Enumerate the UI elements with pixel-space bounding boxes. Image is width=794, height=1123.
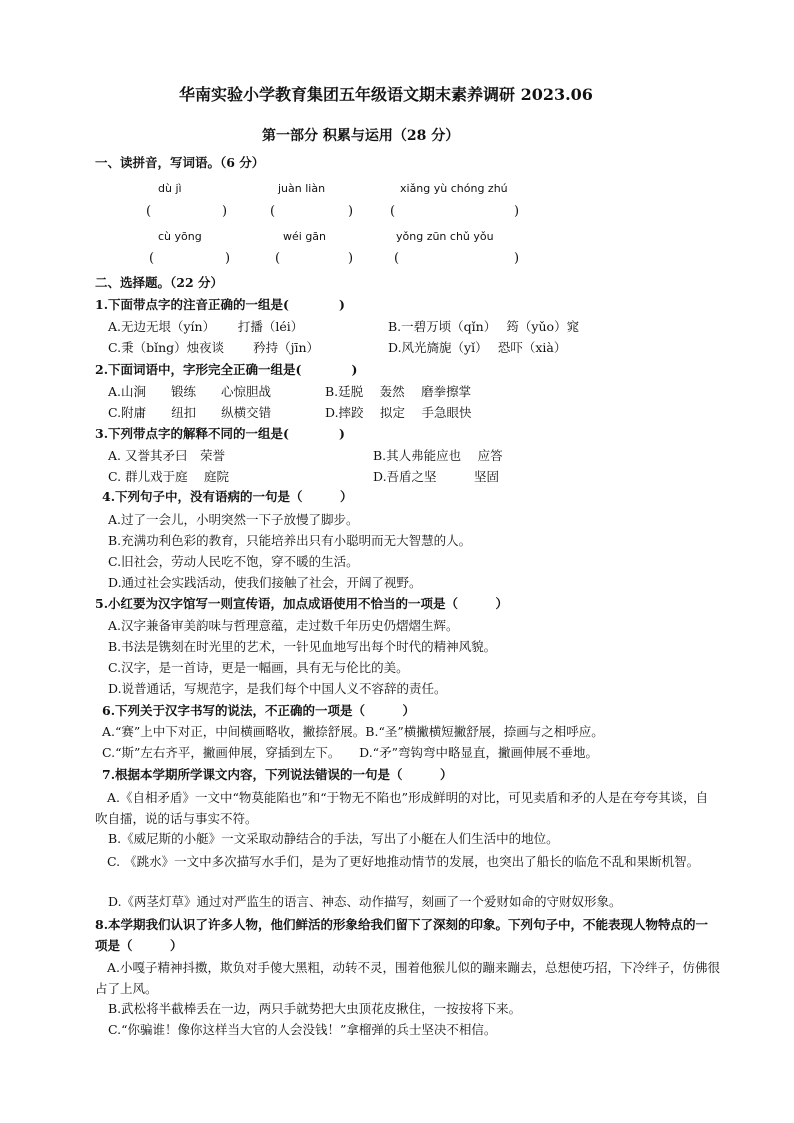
q7-option-d: D.《两茎灯草》通过对严监生的语言、神态、动作描写，刻画了一个爱财如命的守财奴形象。: [108, 894, 622, 909]
q8-option-b: B.武松将半截棒丢在一边，两只手就势把大虫顶花皮揪住，一按按将下来。: [108, 1001, 522, 1016]
q4-option-c: C.旧社会，劳动人民吃不饱，穿不暖的生活。: [108, 554, 359, 569]
q1-stem: 1.下面带点字的注音正确的一组是( ): [95, 297, 345, 312]
answer-box-2-open: (: [270, 204, 276, 219]
q5-option-b: B.书法是镌刻在时光里的艺术，一针见血地写出每个时代的精神风貌。: [108, 639, 497, 654]
pinyin-2: juàn liàn: [278, 182, 326, 195]
q7-option-b: B.《威尼斯的小艇》一文采取动静结合的手法，写出了小艇在人们生活中的地位。: [108, 831, 559, 846]
q4-option-d: D.通过社会实践活动，使我们接触了社会，开阔了视野。: [108, 575, 422, 590]
q6-options-cd: C.“斯”左右齐平，撇画伸展，穿插到左下。 D.“矛”弯钩弯中略显直，撇画伸展不垂地。: [102, 745, 598, 760]
q8-stem: 8.本学期我们认识了许多人物，他们鲜活的形象给我们留下了深刻的印象。下列句子中，不能表现人物特点的一项是（ ）: [95, 917, 709, 953]
section1-heading: 一、读拼音，写词语。（6 分）: [95, 155, 265, 170]
pinyin-5: wéi gān: [283, 230, 327, 243]
q2-option-b: B.廷脱 轰然 磨拳擦掌: [325, 384, 472, 399]
q4-option-b: B.充满功利色彩的教育，只能培养出只有小聪明而无大智慧的人。: [108, 533, 472, 548]
q4-option-a: A.过了一会儿，小明突然一下子放慢了脚步。: [108, 512, 359, 527]
q3-option-a: A. 又誉其矛曰 荣誉: [108, 448, 225, 463]
q7-option-a: A.《自相矛盾》一文中“物莫能陷也”和“于物无不陷也”形成鲜明的对比，可见卖盾和矛的人是在夸夸其谈，自吹自擂，说的话与事实不符。: [95, 790, 709, 826]
answer-box-5-close: ): [348, 251, 354, 266]
q8-option-c: C.“你骗谁！像你这样当大官的人会没钱！”拿榴弹的兵士坚决不相信。: [108, 1022, 497, 1037]
q3-option-c: C. 群儿戏于庭 庭院: [108, 469, 230, 484]
q7-option-c: C. 《跳水》一文中多次描写水手们，是为了更好地推动情节的发展，也突出了船长的临危不乱和果断机智。: [107, 854, 700, 869]
answer-box-5-open: (: [275, 251, 281, 266]
q4-stem: 4.下列句子中，没有语病的一句是（ ）: [102, 489, 353, 504]
q5-option-a: A.汉字兼备审美韵味与哲理意蕴，走过数千年历史仍熠熠生辉。: [108, 618, 459, 633]
q1-option-d: D.风光旖旎（yǐ） 恐吓（xià）: [388, 340, 567, 355]
q1-option-a: A.无边无垠（yín） 打播（léi）: [108, 319, 304, 334]
q1-option-b: B.一碧万顷（qǐn） 筠（yǔo）窕: [388, 319, 580, 334]
q3-option-d: D.吾盾之坚 坚固: [373, 469, 500, 484]
q2-option-c: C.附庸 纽扣 纵横交错: [108, 405, 272, 420]
answer-box-6-open: (: [394, 251, 400, 266]
pinyin-3: xiǎng yù chóng zhú: [400, 182, 508, 195]
q2-stem: 2.下面词语中，字形完全正确一组是( ): [95, 362, 358, 377]
q6-options-ab: A.“赛”上中下对正，中间横画略收，撇捺舒展。B.“圣”横撇横短撇舒展，捺画与之相呼应。: [102, 724, 604, 739]
answer-box-3-close: ): [514, 204, 520, 219]
q2-option-a: A.山涧 锻练 心惊胆战: [108, 384, 272, 399]
part-title: 第一部分 积累与运用（28 分）: [262, 128, 460, 144]
q8-option-a: A.小嘎子精神抖擞，欺负对手傻大黑粗，动转不灵，围着他猴儿似的蹦来蹦去，总想使巧招，下冷绊子，仿佛很占了上风。: [95, 960, 721, 996]
answer-box-4-open: (: [149, 251, 155, 266]
q3-stem: 3.下列带点字的解释不同的一组是( ): [95, 426, 345, 441]
q5-option-c: C.汉字，是一首诗，更是一幅画，具有无与伦比的美。: [108, 660, 409, 675]
answer-box-4-close: ): [225, 251, 231, 266]
exam-title: 华南实验小学教育集团五年级语文期末素养调研 2023.06: [179, 85, 593, 104]
q3-option-b: B.其人弗能应也 应答: [373, 448, 503, 463]
q5-stem: 5.小红要为汉字馆写一则宣传语，加点成语使用不恰当的一项是（ ）: [95, 596, 509, 611]
pinyin-1: dù jì: [158, 182, 182, 195]
q5-option-d: D.说普通话，写规范字，是我们每个中国人义不容辞的责任。: [108, 681, 447, 696]
answer-box-1-open: (: [146, 204, 152, 219]
q1-option-c: C.秉（bǐng）烛夜谈 矜持（jīn）: [108, 340, 320, 355]
answer-box-3-open: (: [390, 204, 396, 219]
answer-box-6-close: ): [514, 251, 520, 266]
answer-box-2-close: ): [348, 204, 354, 219]
section2-heading: 二、选择题。（22 分）: [95, 275, 223, 290]
q7-stem: 7.根据本学期所学课文内容，下列说法错误的一句是（ ）: [102, 767, 453, 782]
answer-box-1-close: ): [222, 204, 228, 219]
pinyin-6: yǒng zūn chǔ yǒu: [396, 230, 494, 243]
q6-stem: 6.下列关于汉字书写的说法，不正确的一项是（ ）: [102, 703, 416, 718]
pinyin-4: cù yōng: [158, 230, 202, 243]
q2-option-d: D.摔跤 拟定 手急眼快: [325, 405, 472, 420]
